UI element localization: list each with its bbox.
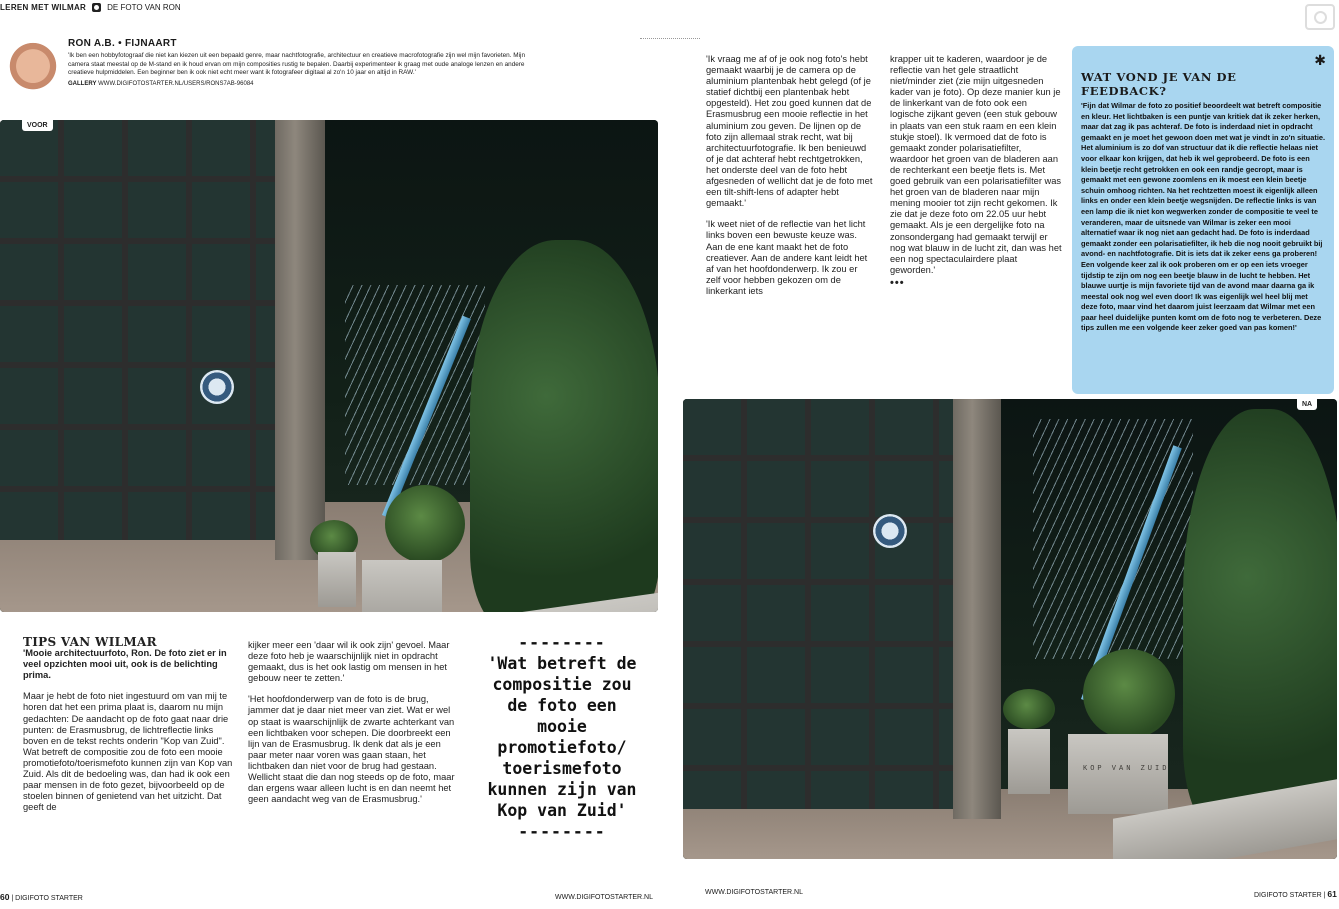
label-after: NA bbox=[1297, 399, 1317, 410]
camera-icon bbox=[92, 3, 101, 12]
art-sculpture bbox=[200, 370, 234, 404]
label-before: VOOR bbox=[22, 120, 53, 131]
end-mark: ••• bbox=[890, 276, 905, 289]
avatar bbox=[6, 40, 60, 98]
dotted-rule bbox=[640, 38, 700, 39]
footer-url-right[interactable]: WWW.DIGIFOTOSTARTER.NL bbox=[705, 889, 803, 896]
page-number-left: 60 bbox=[0, 892, 10, 902]
footer-brand-right: DIGIFOTO STARTER | bbox=[1254, 892, 1326, 899]
quote-text: 'Wat betreft de compositie zou de foto een mooie promotiefoto/ toerismefoto kunnen zijn van Kop van Zuid' bbox=[487, 654, 637, 820]
footer-right bbox=[1254, 889, 1337, 899]
window-grid bbox=[0, 120, 275, 540]
camera-outline-icon bbox=[1305, 4, 1335, 30]
tips-paragraph-3: 'Het hoofdonderwerp van de foto is de brug, jammer dat je daar niet meer van ziet. Wat er wel op staat is waarschijnlijk de zwarte achterkant van een lichtbaken voor schepen. Die doorbreekt een lijn van de Erasmusbrug. Ik denk dat als je een paar meter naar voren was gaan staan, het lichtbaken dan niet voor de brug had gestaan. Wellicht staat die dan nog steeds op de foto, maar dan ergens waar alleen lucht is en dan neemt het geen aandacht weg van de Erasmusbrug.' bbox=[248, 694, 455, 805]
concrete-pillar bbox=[953, 399, 1001, 819]
planter-small bbox=[1008, 729, 1050, 794]
photo-before bbox=[0, 120, 658, 612]
footer-brand-left: | DIGIFOTO STARTER bbox=[11, 895, 83, 902]
section-title: LEREN MET WILMAR bbox=[0, 2, 87, 12]
right-column-2 bbox=[890, 54, 1062, 289]
tips-paragraph-2: kijker meer een 'daar wil ik ook zijn' gevoel. Maar deze foto heb je waarschijnlijk niet in opdracht gemaakt, dus is het ook lastig om mensen in het gebouw neer te zetten.' bbox=[248, 640, 450, 684]
gallery-label: GALLERY bbox=[68, 80, 97, 87]
tips-column-1 bbox=[23, 637, 233, 823]
quote-dashes-bottom: -------- bbox=[518, 822, 606, 841]
concrete-pillar bbox=[275, 120, 325, 560]
author-bio: 'Ik ben een hobbyfotograaf die niet kan kiezen uit een bepaald genre, maar nachtfotografie, architectuur en creatieve macrofotografie zijn wel mijn favorieten. Mijn camera staat meestal op de M-stand en ik houd ervan om mijn composities rustig te bepalen. Daarbij experimenteer ik graag met oude analoge lenzen en andere creatieve hulpmiddelen. Een beginner ben ik ook niet echt meer want ik fotografeer digitaal al zo'n 10 jaar en altijd in RAW.' bbox=[68, 52, 525, 77]
tree-leaves bbox=[1183, 409, 1337, 829]
planter-text: KOP VAN ZUID bbox=[1083, 765, 1170, 773]
art-sculpture bbox=[873, 514, 907, 548]
photo-after bbox=[683, 399, 1337, 859]
author-name: RON A.B. • FIJNAART bbox=[68, 38, 177, 49]
tips-lead: 'Mooie architectuurfoto, Ron. De foto ziet er in veel opzichten mooi uit, ook is de belichting prima. bbox=[23, 648, 227, 681]
running-head bbox=[0, 0, 181, 14]
author-gallery bbox=[68, 81, 528, 87]
planter-medium bbox=[1068, 734, 1168, 814]
footer-left bbox=[0, 892, 83, 902]
tree-leaves bbox=[470, 240, 658, 612]
planter-small bbox=[318, 552, 356, 607]
planter-medium bbox=[362, 560, 442, 612]
feedback-title: WAT VOND JE VAN DE FEEDBACK? bbox=[1081, 70, 1237, 98]
tips-title: TIPS VAN WILMAR bbox=[23, 635, 157, 649]
shrub-small bbox=[1003, 689, 1055, 729]
shrub-medium bbox=[385, 485, 465, 563]
tips-paragraph-1: Maar je hebt de foto niet ingestuurd om van mij te horen dat het een prima plaat is, daarom nu mijn gedachten: De aandacht op de foto gaat naar drie punten: de Erasmusbrug, de lichtreflectie links boven en de tekst rechts onderin "Kop van Zuid". Wat betreft de compositie zou de foto een mooie promotiefoto/toerismefoto kunnen zijn van Kop van Zuid. Als dit de bedoeling was, dan had ik ook een paar mensen in de foto gezet, bijvoorbeeld op de stoelen binnen of genietend van het uitzicht. Dat geeft de bbox=[23, 691, 233, 813]
footer-url-left[interactable]: WWW.DIGIFOTOSTARTER.NL bbox=[555, 894, 653, 901]
gallery-link[interactable]: WWW.DIGIFOTOSTARTER.NL/USERS/RONS7AB-96084 bbox=[98, 80, 254, 87]
subsection-title: DE FOTO VAN RON bbox=[107, 2, 181, 12]
right-paragraph-3: krapper uit te kaderen, waardoor je de reflectie van het gele straatlicht niet/minder ziet (zie mijn uitgesneden kader van je foto). Op deze manier kun je de linkerkant van de foto ook een logische zijkant geven (een stuk gebouw in plaats van een stuk raam en een klein stukje stoel). Ik vermoed dat de foto is gemaakt zonder polarisatiefilter, waardoor het groen van de bladeren aan de rechterkant een beetje flets is. Met goed gebruik van een polarisatiefilter was het groen van de bladeren naar mijn mening mooier tot zijn recht gekomen. Ik zie dat je deze foto om 22.05 uur hebt gemaakt. Als je een dergelijke foto na zonsondergang had gemaakt terwijl er nog wat blauw in de lucht zit, dan was het een nog spectaculairdere plaat geworden.' bbox=[890, 54, 1062, 275]
author-box bbox=[68, 38, 528, 87]
shrub-medium bbox=[1083, 649, 1175, 739]
right-paragraph-2: 'Ik weet niet of de reflectie van het licht links boven een bewuste keuze was. Aan de ene kant maakt het de foto creatiever. Aan de andere kant leidt het af van het hoofdonderwerp. Ik zou er zelf voor hebben gekozen om de linkerkant iets bbox=[706, 219, 868, 296]
quote-dashes-top: -------- bbox=[518, 633, 606, 652]
feedback-box bbox=[1072, 46, 1334, 394]
pull-quote bbox=[478, 632, 646, 842]
right-column-1 bbox=[706, 54, 874, 307]
page-number-right: 61 bbox=[1327, 889, 1337, 899]
sparkle-icon: ✱ bbox=[1314, 52, 1326, 68]
feedback-text: 'Fijn dat Wilmar de foto zo positief beoordeelt wat betreft compositie en kleur. Het lichtbaken is een puntje van kritiek dat ik zeker herken, maar dat zag ik pas achteraf. De foto is inderdaad niet in opdracht gemaakt en je moet het gewoon doen met wat je vindt in zo'n situatie. Het aluminium is zo dof van structuur dat ik die reflectie helaas niet voor elkaar kon krijgen, dat heb ik wel geprobeerd. De foto is een klein beetje recht getrokken en ook een randje gecropt, maar is gemaakt met een gewone zoomlens en ik moest een klein beetje schuin omhoog richten. Na het rechtzetten moest ik eigenlijk alleen links en onder een klein beetje wegsnijden. De reflectie links is van een lamp die ik niet kon wegwerken zonder de compositie te veel te veranderen, maar de uitsnede van Wilmar is zeker een mooi alternatief waar ik nog niet aan gedacht had. De foto is inderdaad gemaakt zonder een polarisatiefilter, ik heb die nog nooit gebruikt bij avond- en nachtfotografie. Dit is iets dat ik zeker eens ga proberen! Een volgende keer zal ik ook proberen om er op een iets vroeger tijdstip te zijn om nog een beetje blauw in de lucht te hebben. Het blauwe uurtje is mijn favoriete tijd van de avond maar daarna ga ik meestal ook nog wel even door! Ik was eigenlijk wel heel blij met deze foto, maar vind het daarom juist leerzaam dat Wilmar met een paar heel duidelijke punten komt om de foto nog te verbeteren. Deze tips zullen me een volgende keer zeker goed van pas komen!' bbox=[1081, 101, 1326, 333]
right-paragraph-1: 'Ik vraag me af of je ook nog foto's hebt gemaakt waarbij je de camera op de aluminium plantenbak hebt gelegd (of je statief dichtbij een plantenbak hebt opgesteld). Het zou goed kunnen dat de Erasmusbrug een mooie reflectie in het aluminium zou geven. De lijnen op de foto zijn allemaal strak recht, wat bij architectuurfotografie. Ik ben benieuwd of je dat achteraf hebt rechtgetrokken, het onderste deel van de foto hebt afgesneden of wellicht dat je de foto met een tilt-shift-lens of adapter hebt gemaakt.' bbox=[706, 54, 873, 209]
window-grid bbox=[683, 399, 953, 809]
tips-column-2 bbox=[248, 640, 458, 815]
